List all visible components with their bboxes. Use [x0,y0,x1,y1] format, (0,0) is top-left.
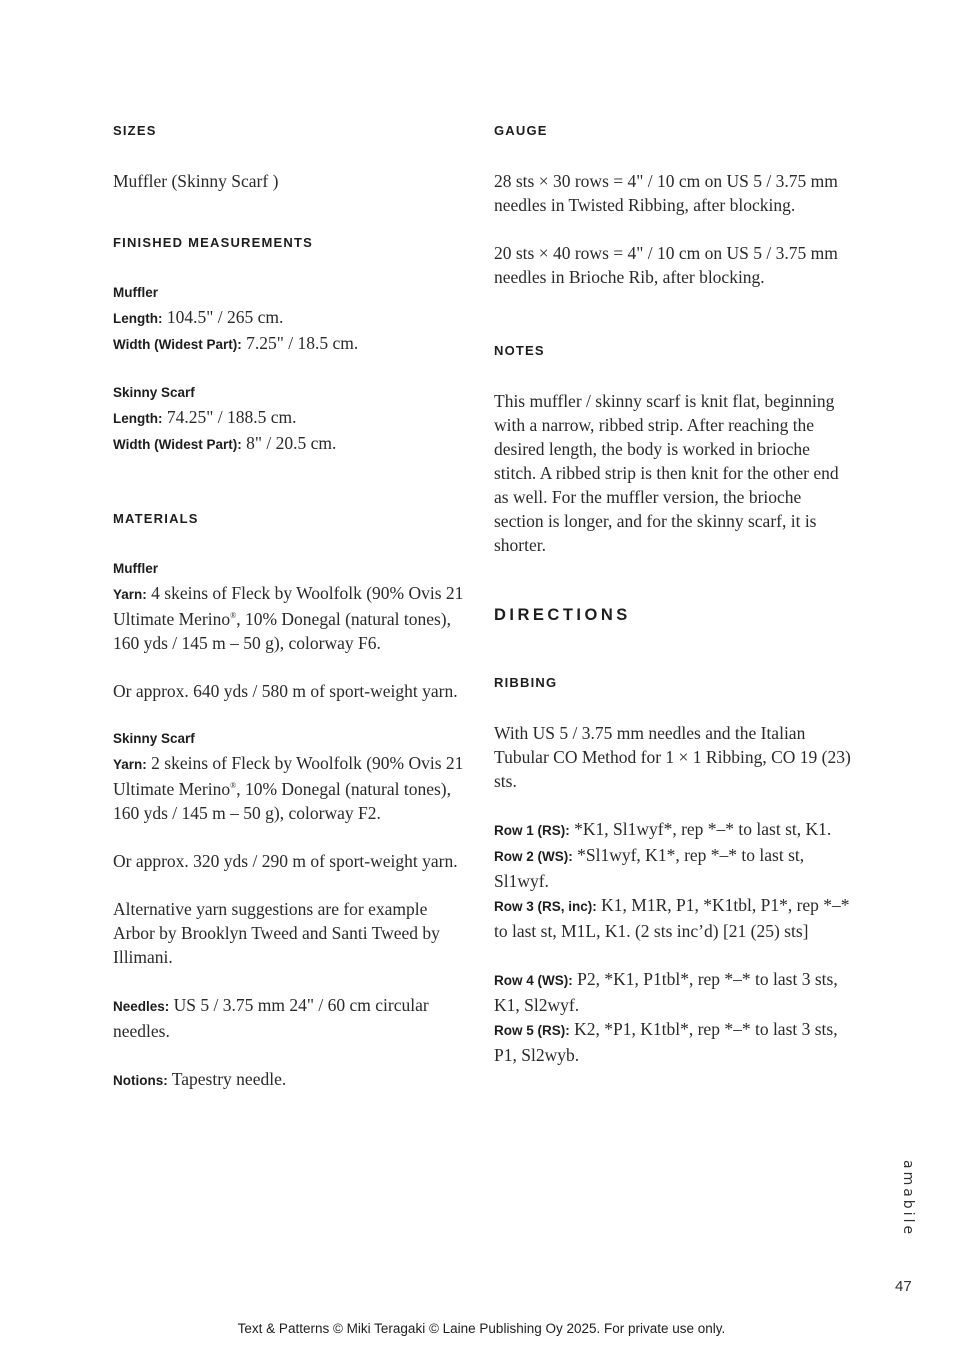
yarn-alternative-amount: Or approx. 640 yds / 580 m of sport-weight yarn. [113,681,458,701]
ribbing-rows-1-3 [494,817,854,943]
row-2-instruction [494,843,854,893]
row-text: K2, *P1, K1tbl*, rep *–* to last 3 sts, P1, Sl2wyb. [494,1019,838,1065]
notions-value: Tapestry needle. [167,1069,287,1089]
width-label: Width (Widest Part): [113,437,242,452]
skinny-scarf-subheading: Skinny Scarf [113,731,195,746]
muffler-measurements [113,281,468,357]
finished-measurements-heading: FINISHED MEASUREMENTS [113,235,313,250]
width-label: Width (Widest Part): [113,337,242,352]
row-text: *Sl1wyf, K1*, rep *–* to last st, Sl1wyf. [494,845,805,891]
ribbing-heading: RIBBING [494,675,558,690]
yarn-text: , 10% Donegal (natural tones), 160 yds / 145 m – 50 g), colorway F6. [113,609,452,653]
yarn-label: Yarn: [113,757,147,772]
muffler-subheading: Muffler [113,285,158,300]
ribbing-rows-4-5 [494,967,854,1067]
yarn-label: Yarn: [113,587,147,602]
materials-heading: MATERIALS [113,511,199,526]
row-text: K1, M1R, P1, *K1tbl, P1*, rep *–* to last st, M1L, K1. (2 sts inc’d) [21 (25) sts] [494,895,850,941]
muffler-subheading: Muffler [113,561,158,576]
yarn-description [113,581,468,655]
length-label: Length: [113,411,163,426]
row-label: Row 4 (WS): [494,973,573,988]
gauge-twisted-ribbing: 28 sts × 30 rows = 4" / 10 cm on US 5 / 3.75 mm needles in Twisted Ribbing, after blocking. [494,171,838,215]
needles-line [113,993,468,1043]
registered-mark: ® [230,611,237,621]
sizes-heading: SIZES [113,123,157,138]
row-label: Row 1 (RS): [494,823,570,838]
length-value: 74.25" / 188.5 cm. [162,407,297,427]
row-label: Row 2 (WS): [494,849,573,864]
length-label: Length: [113,311,163,326]
yarn-text: 4 skeins of Fleck by Woolfolk (90% Ovis 21 Ultimate Merino [113,583,464,629]
skinny-scarf-subheading: Skinny Scarf [113,385,195,400]
yarn-text: 2 skeins of Fleck by Woolfolk (90% Ovis 21 Ultimate Merino [113,753,464,799]
skinny-scarf-materials [113,727,468,873]
row-label: Row 3 (RS, inc): [494,899,597,914]
sizes-text: Muffler (Skinny Scarf ) [113,171,279,191]
yarn-text: , 10% Donegal (natural tones), 160 yds / 145 m – 50 g), colorway F2. [113,779,452,823]
row-1-instruction [494,817,854,843]
needles-value: US 5 / 3.75 mm 24" / 60 cm circular needles. [113,995,429,1041]
length-value: 104.5" / 265 cm. [162,307,284,327]
skinny-scarf-measurements [113,381,468,457]
directions-heading: DIRECTIONS [494,606,631,624]
yarn-alternative-amount: Or approx. 320 yds / 290 m of sport-weight yarn. [113,851,458,871]
gauge-heading: GAUGE [494,123,548,138]
row-3-instruction [494,893,854,943]
notions-label: Notions: [113,1073,168,1088]
notions-line [113,1067,468,1093]
width-value: 7.25" / 18.5 cm. [241,333,359,353]
page-number: 47 [895,1278,912,1295]
row-label: Row 5 (RS): [494,1023,570,1038]
right-column [494,121,854,1067]
gauge-brioche-rib: 20 sts × 40 rows = 4" / 10 cm on US 5 / 3.75 mm needles in Brioche Rib, after blocking. [494,243,838,287]
row-5-instruction [494,1017,854,1067]
ribbing-text: With US 5 / 3.75 mm needles and the Italian Tubular CO Method for 1 × 1 Ribbing, CO 19 (23) sts. [494,723,851,791]
copyright-footer: Text & Patterns © Miki Teragaki © Laine Publishing Oy 2025. For private use only. [237,1321,726,1336]
width-value: 8" / 20.5 cm. [241,433,337,453]
notes-heading: NOTES [494,343,545,358]
alternative-yarn-suggestions: Alternative yarn suggestions are for example Arbor by Brooklyn Tweed and Santi Tweed by Illimani. [113,899,440,967]
left-column [113,121,468,1093]
notes-text: This muffler / skinny scarf is knit flat, beginning with a narrow, ribbed strip. After reaching the desired length, the body is worked in brioche stitch. A ribbed strip is then knit for the other end as well. For the muffler version, the brioche section is longer, and for the skinny scarf, it is shorter. [494,391,839,555]
row-text: *K1, Sl1wyf*, rep *–* to last st, K1. [569,819,832,839]
registered-mark: ® [230,781,237,791]
row-text: P2, *K1, P1tbl*, rep *–* to last 3 sts, K1, Sl2wyf. [494,969,838,1015]
needles-label: Needles: [113,999,170,1014]
muffler-materials [113,557,468,703]
row-4-instruction [494,967,854,1017]
publication-brand: amabile [900,1160,916,1238]
yarn-description [113,751,468,825]
